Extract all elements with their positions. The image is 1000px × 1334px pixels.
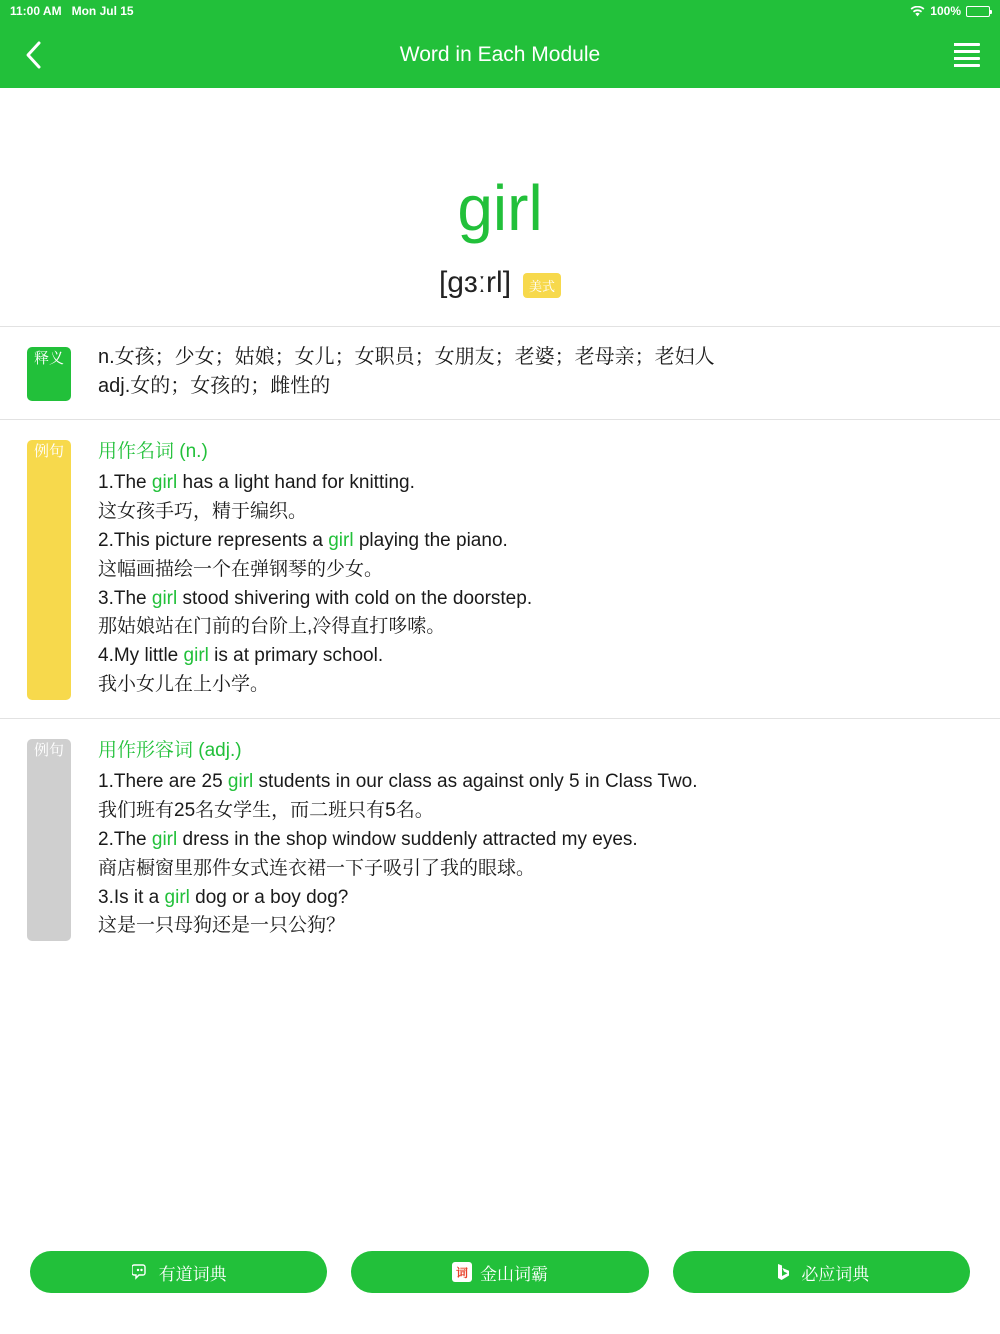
definition-tag-col [0,343,98,401]
examples-adj-heading: 用作形容词 (adj.) [98,740,242,761]
phonetic: [gɜːrl] [438,266,512,299]
menu-button[interactable] [934,22,1000,88]
example-keyword: girl [227,771,254,792]
battery-icon [966,6,990,17]
example-cn: 这女孩手巧，精于编织。 [98,500,308,522]
example-keyword: girl [151,828,178,850]
bottom-bar [0,1234,1000,1334]
status-date: Mon Jul 15 [71,4,134,18]
example-en-pre: 1.The [98,472,152,493]
example-cn: 我小女儿在上小学。 [98,674,270,696]
jinshan-dictionary-label: 金山词霸 [479,1264,548,1284]
example-cn: 这幅画描绘一个在弹钢琴的少女。 [98,558,384,580]
status-bar-left [10,4,134,18]
example-en-pre: 2.This picture represents a [98,529,329,551]
back-button[interactable] [0,22,66,88]
status-bar-right [910,4,990,18]
bing-icon [773,1262,793,1282]
example-cn: 那姑娘站在门前的台阶上,冷得直打哆嗦。 [98,616,446,638]
examples-noun-body [98,436,1000,700]
example-keyword: girl [151,472,178,493]
nav-bar [0,22,1000,88]
example-en-post: dress in the shop window suddenly attracted my eyes. [177,828,638,850]
definition-section [0,326,1000,419]
example-en [98,585,960,614]
example-cn: 我们班有25名女学生，而二班只有5名。 [98,799,434,821]
example-en-pre: 3.Is it a [98,886,165,908]
examples-adj-tag: 例句 [27,739,71,941]
example-cn: 商店橱窗里那件女式连衣裙一下子吸引了我的眼球。 [98,857,536,879]
example-keyword: girl [183,645,209,667]
example-en-pre: 4.My little [98,645,184,667]
examples-noun-heading: 用作名词 (n.) [98,441,208,462]
example-en-post: dog or a boy dog? [189,886,349,908]
status-bar [0,0,1000,22]
youdao-dictionary-label: 有道词典 [158,1264,227,1284]
examples-noun-tag: 例句 [27,440,71,700]
example-keyword: girl [151,587,178,609]
example-en-pre: 3.The [98,587,152,609]
definition-tag: 释义 [27,347,71,401]
example-en [98,527,960,556]
bing-dictionary-label: 必应词典 [801,1264,870,1284]
examples-noun-tag-col [0,436,98,700]
headword: girl [457,172,543,244]
example-en-pre: 2.The [98,828,152,850]
example-en-pre: 1.There are 25 [98,771,228,792]
page-title: Word in Each Module [399,43,601,66]
definition-line: n.女孩；少女；姑娘；女儿；女职员；女朋友；老婆；老母亲；老妇人 [98,346,715,368]
battery-percent: 100% [930,4,961,18]
example-keyword: girl [164,886,190,908]
definition-line: adj.女的；女孩的；雌性的 [98,375,331,397]
examples-adj-body [98,735,1000,941]
status-time: 11:00 AM [10,4,62,18]
example-en [98,884,960,913]
chevron-left-icon [24,40,42,70]
example-en-post: is at primary school. [208,645,384,667]
example-en-post: playing the piano. [353,529,508,551]
example-keyword: girl [328,529,354,551]
list-menu-icon [954,43,980,67]
examples-adj-tag-col [0,735,98,941]
accent-badge: 美式 [523,273,561,298]
wifi-icon [910,6,925,17]
example-en-post: stood shivering with cold on the doorstep. [177,587,533,609]
example-en-post: has a light hand for knitting. [177,472,415,493]
definition-body [98,343,1000,401]
youdao-dictionary-button[interactable] [30,1251,327,1293]
example-en [98,826,960,855]
youdao-icon [131,1262,151,1282]
phonetic-row [0,266,1000,326]
jinshan-icon: 词 [452,1262,472,1282]
headword-area [0,88,1000,326]
example-en [98,642,960,671]
example-cn: 这是一只母狗还是一只公狗？ [98,915,346,937]
bing-dictionary-button[interactable] [673,1251,970,1293]
jinshan-dictionary-button[interactable] [351,1251,648,1293]
examples-adj-section [0,718,1000,959]
example-en [98,768,960,797]
example-en [98,469,960,498]
examples-noun-section [0,419,1000,718]
example-en-post: students in our class as against only 5 in Class Two. [253,771,698,792]
